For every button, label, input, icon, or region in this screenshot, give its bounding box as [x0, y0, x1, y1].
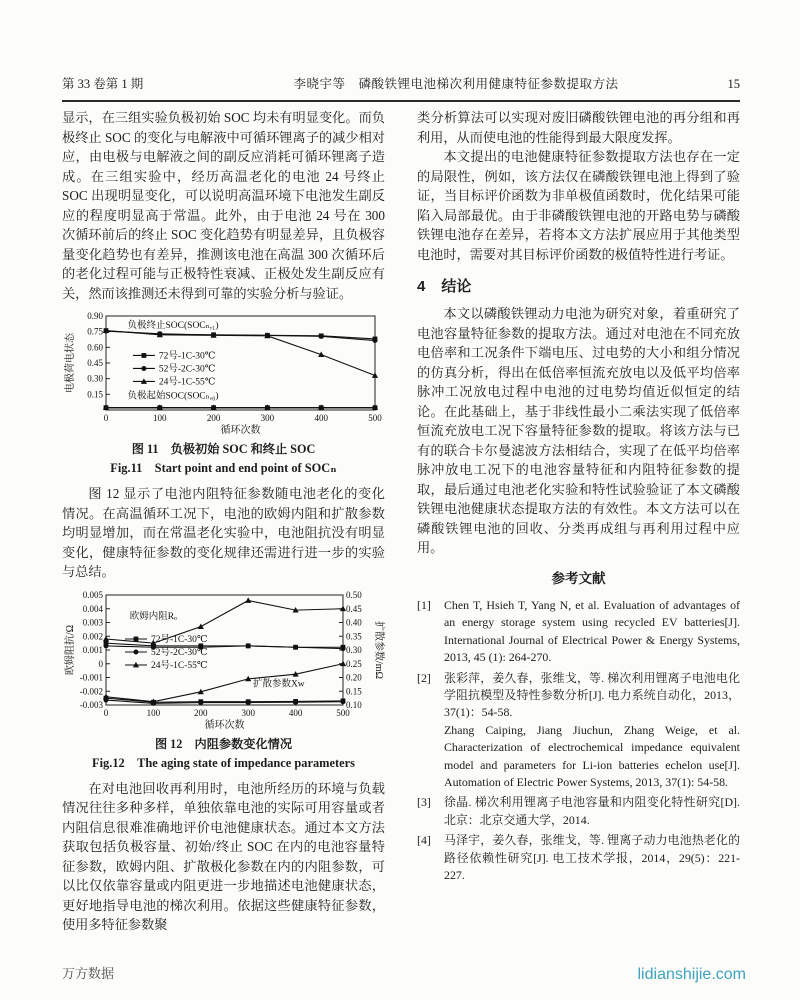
svg-text:0.003: 0.003: [82, 617, 103, 627]
paragraph: 在对电池回收再利用时，电池所经历的环境与负载情况往往多种多样，单独依靠电池的实际可用容量或者内阻信息很难准确地评价电池健康状态。通过本文方法获取包括负极容量、初始/终止 SOC 在内的电池容量特征参数，欧姆内阻、扩散极化参数在内的内阻参数，可以比仅依靠容量或内阻更进一步地描述电池健康状态，更好地指导电池的梯次利用。依据这些健康特征参数，使用多特征参数聚: [62, 780, 385, 932]
svg-text:循环次数: 循环次数: [220, 425, 261, 436]
svg-text:500: 500: [336, 707, 350, 718]
svg-text:400: 400: [288, 707, 303, 718]
reference-label: [1]: [417, 598, 431, 612]
svg-text:0: 0: [98, 658, 103, 669]
svg-text:0.20: 0.20: [346, 672, 362, 682]
paragraph: 显示，在三组实验负极初始 SOC 均未有明显变化。而负极终止 SOC 的变化与电解液中可循环锂离子的减少相对应，由电极与电解液之间的副反应消耗可循环锂离子造成。在三组实验中，经历高温老化的电池 24 号终止 SOC 出现明显变化，可以说明高温环境下电池发生副反应的程度明显高于常温。此外，由于电池 24 号在 300 次循环前后的终止 SOC 变化趋势有明显差异，且负极容量变化趋势也有差异，推测该电池在高温 300 次循环后的老化过程可能与正极特性衰减、正极处发生副反应有关，然而该推测还未得到可靠的实验分析与验证。: [62, 110, 385, 301]
svg-text:72号-1C-30℃: 72号-1C-30℃: [150, 634, 208, 645]
svg-text:24号-1C-55℃: 24号-1C-55℃: [150, 660, 208, 671]
svg-text:负极终止SOC(SOCₙ,₁): 负极终止SOC(SOCₙ,₁): [127, 321, 219, 332]
svg-text:200: 200: [194, 707, 208, 718]
page-number: 15: [727, 77, 740, 91]
reference-text: Chen T, Hsieh T, Yang N, et al. Evaluation of advantages of an energy storage system using recycled EV batteries[J]. International Journal of Electrical Power & Energy Systems, 2013, 45 (1): 264-270.: [444, 598, 740, 665]
reference-item: [417, 794, 740, 829]
reference-item: [417, 597, 740, 667]
svg-text:0.15: 0.15: [346, 685, 362, 696]
svg-text:0.60: 0.60: [87, 342, 103, 353]
figure-12: [62, 589, 385, 773]
svg-text:0.002: 0.002: [82, 630, 103, 641]
left-column: [62, 108, 385, 935]
svg-text:0.40: 0.40: [346, 617, 362, 627]
svg-text:-0.001: -0.001: [79, 672, 103, 682]
page-header: [62, 74, 740, 102]
svg-text:循环次数: 循环次数: [204, 719, 245, 731]
svg-text:0.004: 0.004: [82, 603, 103, 614]
reference-item: [417, 670, 740, 792]
svg-text:0.30: 0.30: [346, 644, 362, 655]
svg-text:100: 100: [153, 413, 167, 423]
svg-text:0: 0: [103, 707, 109, 718]
reference-text: 徐晶. 梯次利用锂离子电池容量和内阻变化特性研究[D]. 北京：北京交通大学，2014.: [444, 795, 740, 827]
reference-label: [3]: [417, 795, 431, 810]
paragraph: 类分析算法可以实现对废旧磷酸铁锂电池的再分组和再利用，从而使电池的性能得到最大限度发挥。: [417, 110, 740, 145]
reference-label: [2]: [417, 670, 431, 685]
paragraph: 本文提出的电池健康特征参数提取方法也存在一定的局限性，例如，该方法仅在磷酸铁锂电池上得到了验证，当目标评价函数为非单极值函数时，优化结果可能陷入局部最优。由于非磷酸铁锂电池的开路电势与磷酸铁锂电池存在差异，若将本文方法扩展应用于其他类型电池时，需要对其目标评价函数的极值特性进行考证。: [417, 149, 740, 262]
svg-text:52号-2C-30℃: 52号-2C-30℃: [158, 364, 216, 375]
reference-item: [417, 832, 740, 884]
reference-label: [4]: [417, 833, 431, 848]
svg-text:24号-1C-55℃: 24号-1C-55℃: [158, 377, 216, 388]
fig11-line-chart: [62, 310, 385, 440]
svg-text:0.25: 0.25: [346, 658, 362, 669]
svg-text:500: 500: [368, 413, 382, 423]
svg-text:0.45: 0.45: [346, 603, 362, 614]
svg-text:扩散参数/mΩ: 扩散参数/mΩ: [373, 620, 384, 679]
fig12-caption-zh: 图 12 内阻参数变化情况: [154, 736, 293, 751]
svg-text:0.10: 0.10: [346, 699, 362, 710]
figure-11: [62, 310, 385, 478]
right-column: [417, 108, 740, 935]
svg-text:-0.002: -0.002: [79, 685, 103, 696]
svg-text:0.35: 0.35: [346, 630, 362, 641]
svg-text:0.005: 0.005: [82, 589, 103, 600]
fig11-caption-en: Fig.11 Start point and end point of SOCₙ: [110, 461, 337, 475]
svg-text:欧姆内阻Rₒ: 欧姆内阻Rₒ: [129, 611, 177, 622]
references-heading: 参考文献: [551, 570, 606, 586]
svg-text:欧姆阻抗/Ω: 欧姆阻抗/Ω: [65, 624, 76, 675]
fig12-line-chart: [62, 589, 385, 735]
paragraph: 图 12 显示了电池内阻特征参数随电池老化的变化情况。在高温循环工况下，电池的欧姆内阻和扩散参数均明显增加，而在常温老化实验中，电池阻抗没有明显变化，健康特征参数的变化规律还需进行进一步的实验与总结。: [62, 486, 385, 579]
svg-text:72号-1C-30℃: 72号-1C-30℃: [158, 351, 216, 362]
section-title: 结论: [441, 278, 472, 295]
svg-text:300: 300: [260, 413, 275, 423]
svg-text:负极起始SOC(SOCₙ,₀): 负极起始SOC(SOCₙ,₀): [127, 391, 219, 402]
svg-text:400: 400: [314, 413, 328, 423]
svg-text:-0.003: -0.003: [79, 699, 103, 710]
reference-text: 马泽宇，姜久春，张维戈，等. 锂离子动力电池热老化的路径依赖性研究[J]. 电工技术学报，2014，29(5)：221-227.: [444, 833, 740, 883]
svg-text:0: 0: [103, 413, 109, 423]
svg-text:电极荷电状态: 电极荷电状态: [65, 333, 76, 393]
journal-issue: 第 33 卷第 1 期: [62, 77, 144, 91]
running-title: 李晓宇等 磷酸铁锂电池梯次利用健康特征参数提取方法: [293, 77, 619, 91]
fig11-caption-zh: 图 11 负极初始 SOC 和终止 SOC: [131, 442, 316, 456]
section-heading-conclusion: [417, 277, 740, 297]
svg-text:0.001: 0.001: [82, 644, 103, 655]
svg-text:300: 300: [241, 707, 255, 718]
two-column-body: [62, 108, 740, 935]
svg-text:0.30: 0.30: [87, 373, 103, 384]
wanfang-watermark: 万方数据: [62, 966, 115, 981]
reference-text: 张彩萍，姜久春，张维戈，等. 梯次利用锂离子电池电化学阻抗模型及特性参数分析[J]. 电力系统自动化，2013，37(1)：54-58.: [444, 670, 740, 720]
svg-text:0.90: 0.90: [87, 311, 103, 321]
svg-text:0.75: 0.75: [87, 326, 103, 337]
reference-text-translation: Zhang Caiping, Jiang Jiuchun, Zhang Weige, et al. Characterization of electrochemical impedance equivalent model and parameters for Li-ion batteries echelon use[J]. Automation of Electric Power Systems, 2013, 37(1): 54-58.: [444, 722, 740, 790]
svg-text:0.45: 0.45: [87, 358, 103, 368]
svg-text:52号-2C-30℃: 52号-2C-30℃: [150, 647, 208, 658]
site-watermark: lidianshijie.com: [637, 966, 746, 983]
svg-text:200: 200: [206, 413, 221, 423]
section-number: 4: [417, 278, 426, 295]
svg-text:扩散参数Xw: 扩散参数Xw: [252, 678, 305, 689]
conclusion-paragraph: 本文以磷酸铁锂动力电池为研究对象，着重研究了电池容量特征参数的提取方法。通过对电池在不同充放电倍率和工况条件下端电压、过电势的大小和组分情况的仿真分析，得出在低倍率恒流充放电以及低平均倍率脉冲工况放电过程中电池的过电势均值近似恒定的结论。在此基础上，基于非线性最小二乘法实现了低倍率恒流充放电工况下容量特征参数的提取。将该方法与已有的联合卡尔曼滤波方法相结合，实现了在低平均倍率脉冲放电工况下的电池容量特征和内阻特征参数的提取，最后通过电池老化实验和特性试验验证了本文磷酸铁锂电池健康状态提取方法的有效性。本文方法可以在磷酸铁锂电池的回收、分类再成组与再利用过程中应用。: [417, 306, 740, 555]
svg-text:0.15: 0.15: [87, 389, 103, 400]
svg-text:100: 100: [146, 707, 161, 718]
fig12-caption-en: Fig.12 The aging state of impedance parameters: [92, 755, 355, 770]
svg-text:0.50: 0.50: [346, 589, 362, 600]
